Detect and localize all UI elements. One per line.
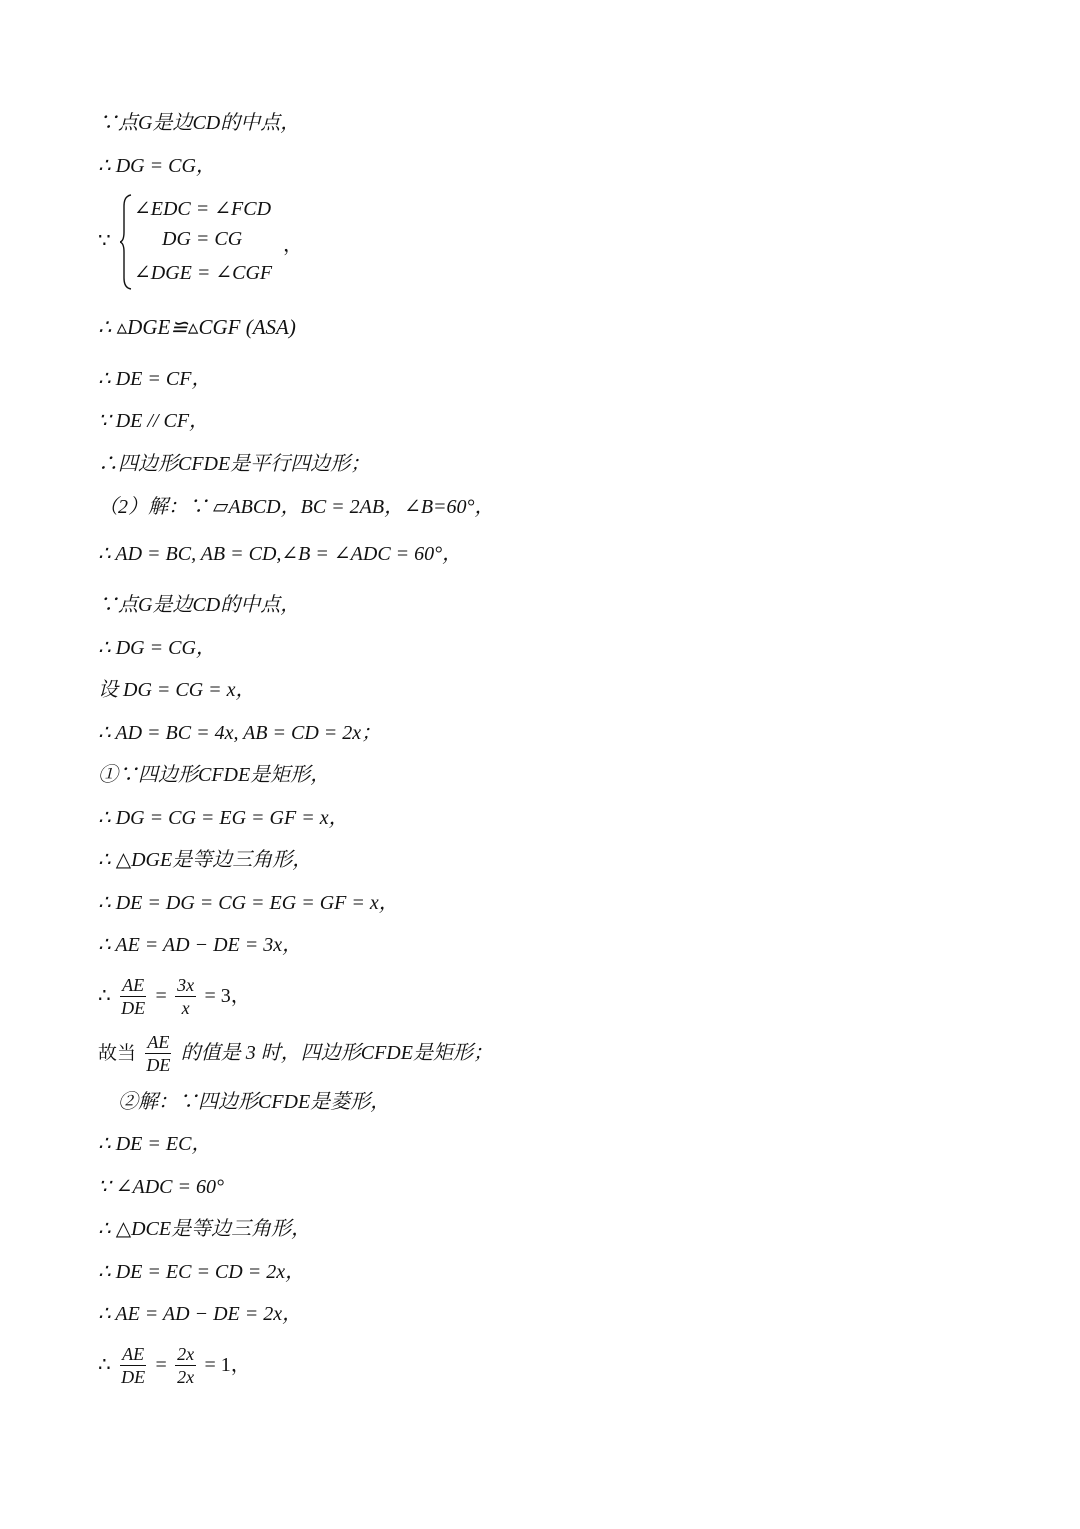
conclusion-text: 的值是 3 时，四边形CFDE是矩形；: [180, 1042, 493, 1064]
fraction-numerator: 3x: [177, 975, 195, 995]
proof-line-5: ∴ DE = CF，: [98, 368, 212, 390]
proof-line-6: ∵ DE // CF，: [98, 410, 210, 432]
left-brace-icon: [120, 194, 132, 290]
proof-line-13: ∴ AD = BC = 4x, AB = CD = 2x；: [98, 722, 382, 744]
proof-line-18: ∴ AE = AD − DE = 3x，: [98, 934, 303, 956]
proof-line-23: ∵ ∠ADC = 60°: [98, 1176, 224, 1198]
fraction-numerator: AE: [122, 975, 145, 995]
proof-line-11: ∴ DG = CG，: [98, 637, 216, 659]
proof-line-12: 设 DG = CG = x，: [98, 679, 256, 701]
proof-line-1: ∵点G是边CD的中点，: [98, 112, 301, 134]
fraction-ae-de: [144, 1031, 172, 1076]
fraction-denominator: DE: [146, 1055, 171, 1075]
fraction-ae-de: [119, 974, 147, 1019]
equals-sign: =: [155, 985, 167, 1007]
fraction-ae-de: [119, 1343, 147, 1388]
system-row-2: DG = CG: [162, 228, 243, 250]
proof-line-2: ∴ DG = CG，: [98, 155, 216, 177]
proof-line-21: ②解：∵四边形CFDE是菱形，: [118, 1091, 391, 1113]
equation-system: [98, 194, 418, 290]
proof-line-26: ∴ AE = AD − DE = 2x，: [98, 1303, 303, 1325]
fraction-denominator: DE: [121, 1367, 146, 1387]
system-because-mark: ∵: [98, 230, 111, 252]
fraction-numerator: 2x: [177, 1344, 195, 1364]
proof-line-25: ∴ DE = EC = CD = 2x，: [98, 1261, 306, 1283]
proof-line-4: ∴ ▵DGE≌▵CGF (ASA): [98, 315, 296, 339]
fraction-denominator: 2x: [177, 1367, 195, 1387]
fraction-denominator: x: [181, 998, 190, 1018]
proof-line-9: ∴ AD = BC, AB = CD,∠B = ∠ADC = 60°，: [98, 543, 463, 565]
proof-line-24: ∴ △DCE是等边三角形，: [98, 1218, 312, 1240]
proof-line-16: ∴ △DGE是等边三角形，: [98, 849, 313, 871]
therefore-mark: ∴: [98, 1354, 111, 1376]
proof-line-7: ∴四边形CFDE是平行四边形；: [98, 453, 371, 475]
proof-line-27: [98, 1339, 251, 1390]
proof-line-17: ∴ DE = DG = CG = EG = GF = x，: [98, 892, 399, 914]
equals-sign: =: [155, 1354, 167, 1376]
conclusion-prefix: 故当: [98, 1042, 137, 1064]
proof-line-10: ∵点G是边CD的中点，: [98, 594, 301, 616]
proof-line-15: ∴ DG = CG = EG = GF = x，: [98, 807, 349, 829]
proof-line-8: （2）解：∵ ▱ABCD，BC = 2AB，∠B=60°，: [98, 496, 495, 518]
therefore-mark: ∴: [98, 985, 111, 1007]
system-comma: ，: [283, 234, 303, 256]
result-value: = 3，: [204, 985, 251, 1007]
fraction-numerator: AE: [147, 1032, 170, 1052]
system-row-1: ∠EDC = ∠FCD: [134, 198, 272, 220]
proof-line-20: [98, 1027, 493, 1078]
fraction-numerator: AE: [122, 1344, 145, 1364]
proof-line-22: ∴ DE = EC，: [98, 1133, 212, 1155]
fraction-3x-x: [175, 974, 196, 1019]
fraction-2x-2x: [175, 1343, 196, 1388]
result-value: = 1，: [204, 1354, 251, 1376]
system-row-3: ∠DGE = ∠CGF: [134, 262, 273, 284]
fraction-denominator: DE: [121, 998, 146, 1018]
proof-line-14: ①∵四边形CFDE是矩形，: [98, 764, 331, 786]
proof-line-19: [98, 970, 251, 1021]
